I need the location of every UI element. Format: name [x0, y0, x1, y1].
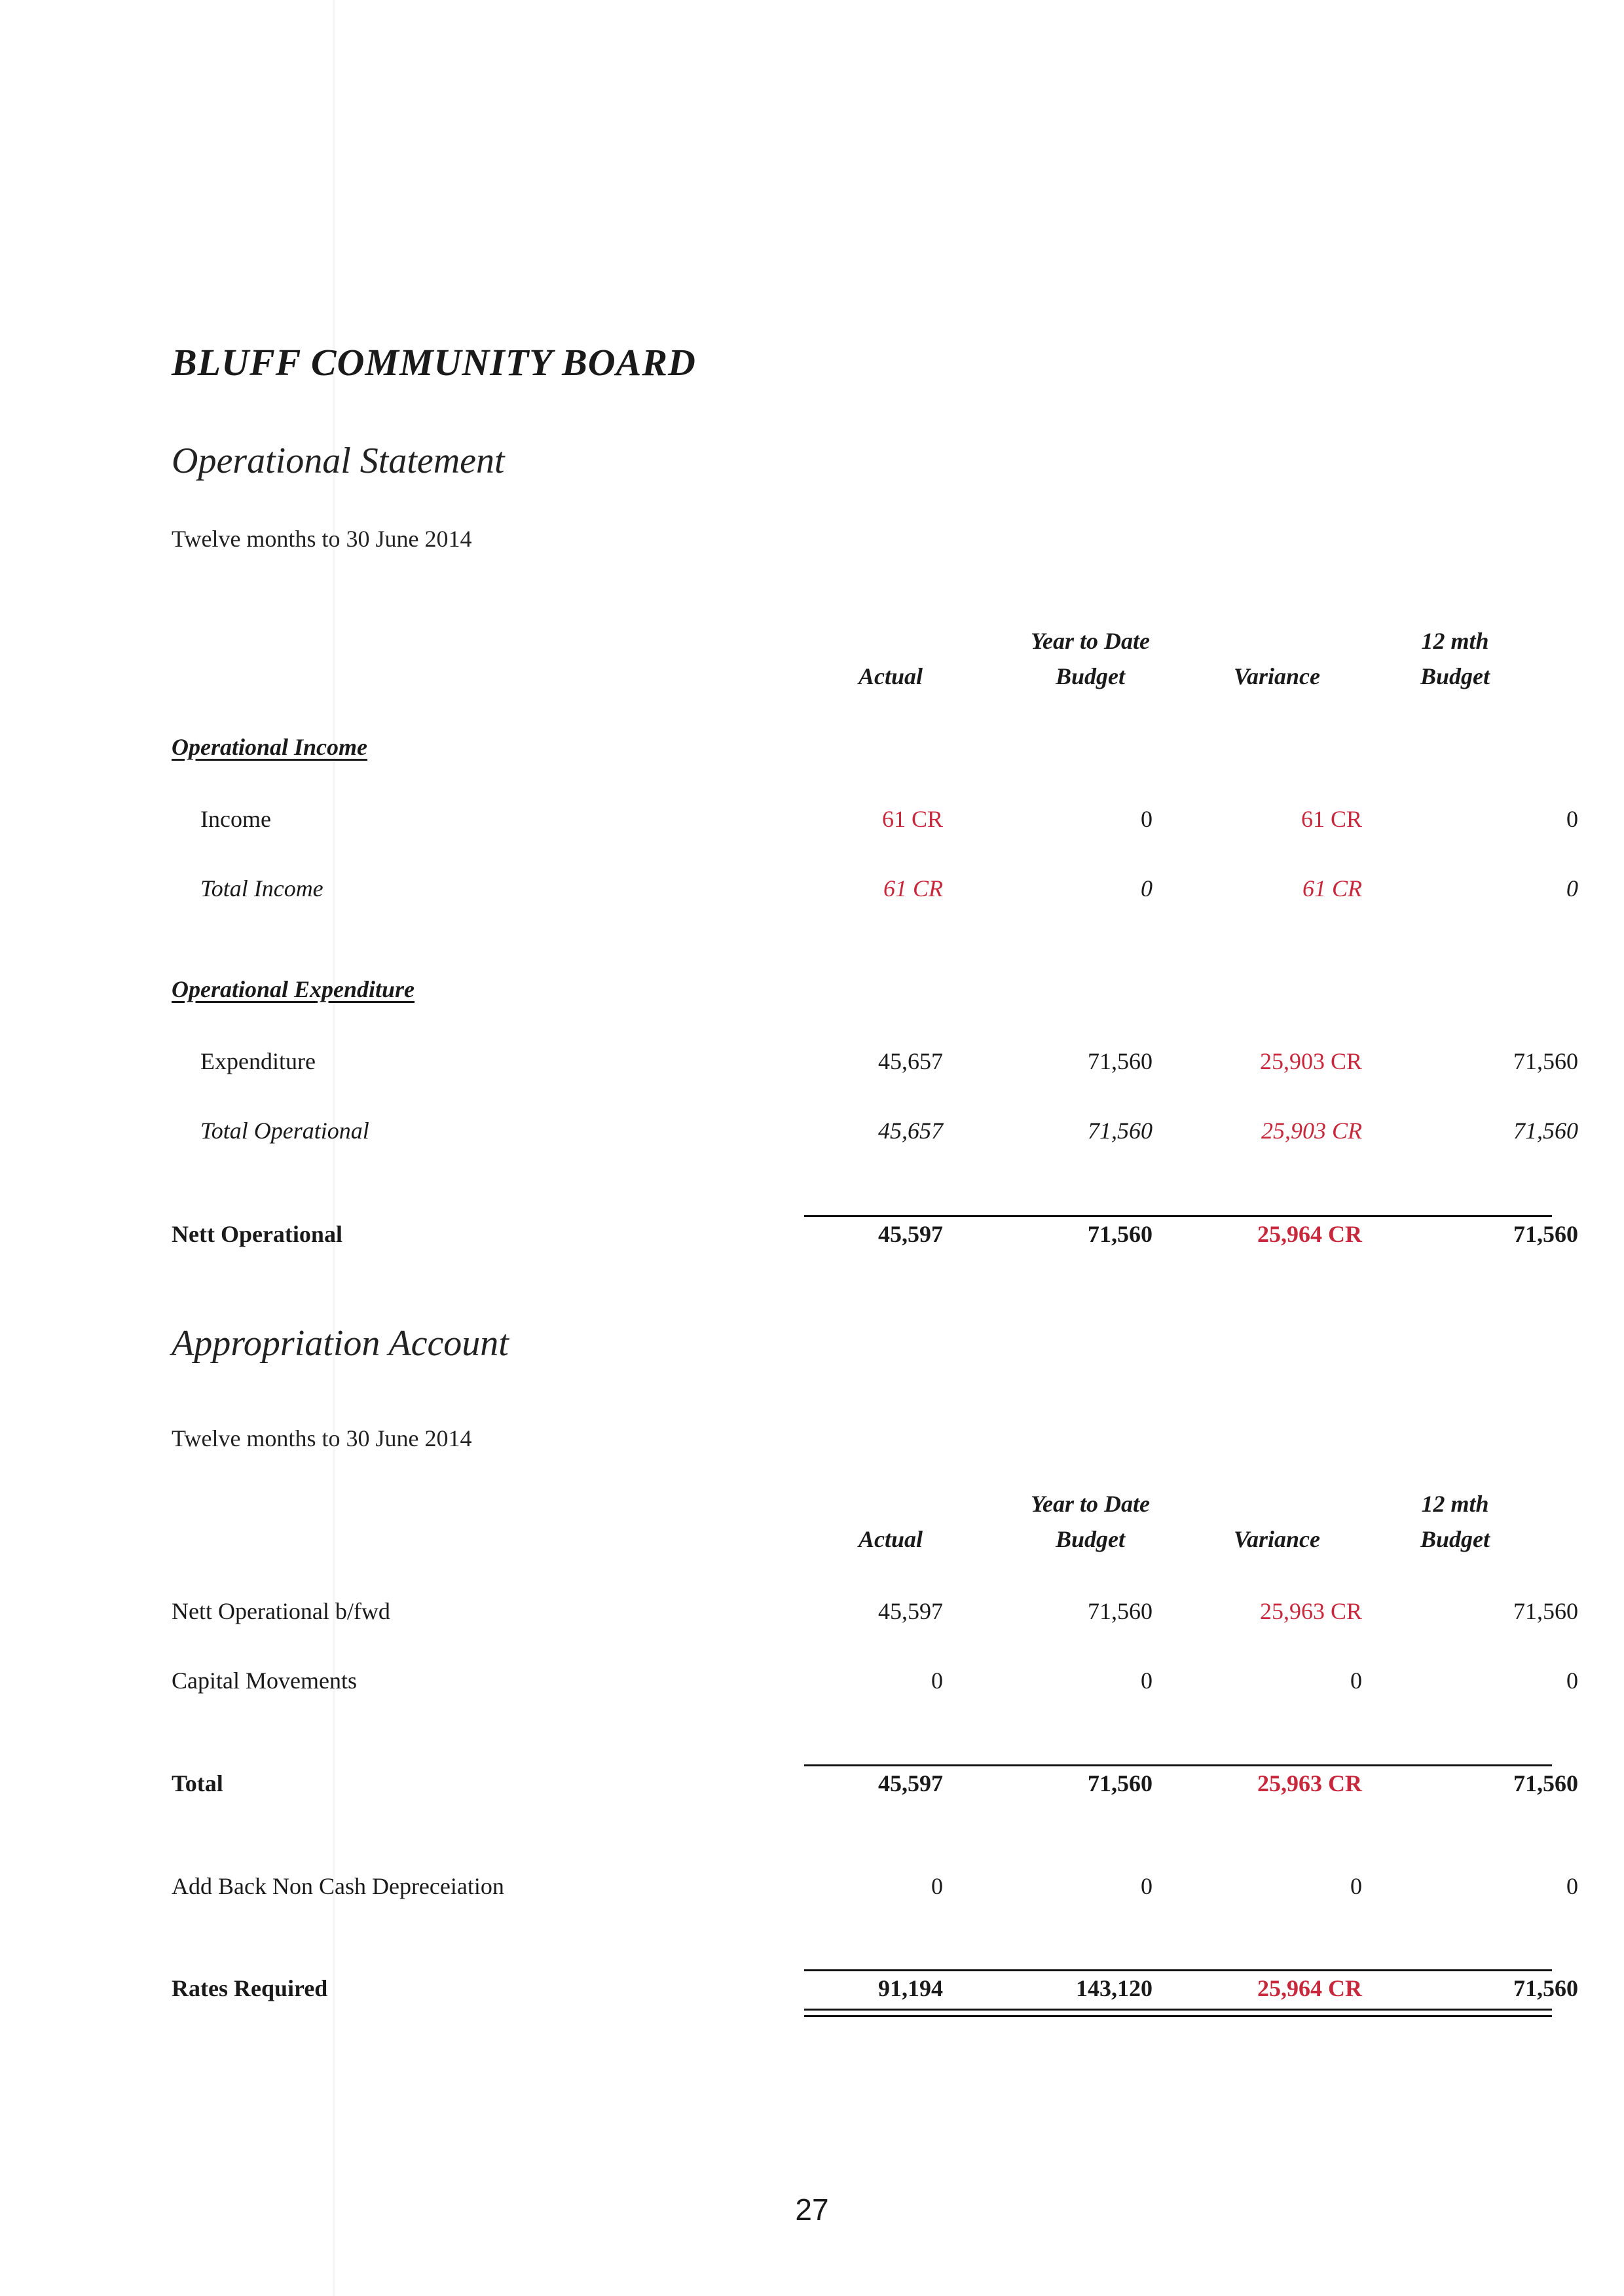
depreciation-ytd-budget: 0: [1141, 1873, 1153, 1899]
total-actual: 45,597: [878, 1770, 943, 1796]
nett-operational-actual: 45,597: [878, 1221, 943, 1247]
appr-col-variance-header: Variance: [1233, 1526, 1320, 1552]
appr-col-ytd-header-line2: Budget: [1055, 1526, 1125, 1552]
appropriation-account-title: Appropriation Account: [172, 1323, 509, 1364]
total-operational-ytd-budget: 71,560: [1088, 1118, 1153, 1144]
expenditure-ytd-budget: 71,560: [1088, 1048, 1153, 1074]
operational-statement-period: Twelve months to 30 June 2014: [172, 526, 472, 552]
nett-operational-label: Nett Operational: [172, 1221, 342, 1247]
nett-bfwd-actual: 45,597: [878, 1598, 943, 1624]
total-income-actual: 61 CR: [883, 875, 943, 902]
appr-col-ytd-header-line1: Year to Date: [1031, 1491, 1150, 1517]
expenditure-12mth-budget: 71,560: [1513, 1048, 1578, 1074]
appropriation-account-period: Twelve months to 30 June 2014: [172, 1425, 472, 1451]
total-income-ytd-budget: 0: [1141, 875, 1153, 902]
total-variance: 25,963 CR: [1257, 1770, 1362, 1796]
appr-col-12mth-header-line2: Budget: [1420, 1526, 1490, 1552]
nett-bfwd-ytd-budget: 71,560: [1088, 1598, 1153, 1624]
expenditure-actual: 45,657: [878, 1048, 943, 1074]
nett-bfwd-variance: 25,963 CR: [1259, 1598, 1362, 1624]
col-12mth-header-line1: 12 mth: [1421, 628, 1489, 654]
total-ytd-budget: 71,560: [1088, 1770, 1153, 1796]
rates-required-label: Rates Required: [172, 1975, 328, 2001]
rates-required-12mth-budget: 71,560: [1513, 1975, 1578, 2001]
total-income-label: Total Income: [200, 875, 323, 902]
org-title: BLUFF COMMUNITY BOARD: [172, 341, 696, 384]
nett-operational-top-rule: [804, 1215, 1552, 1217]
rates-required-double-rule-2: [804, 2015, 1552, 2017]
page-number: 27: [795, 2193, 829, 2227]
rates-required-variance: 25,964 CR: [1257, 1975, 1362, 2001]
capital-movements-variance: 0: [1350, 1667, 1362, 1694]
col-ytd-header-line2: Budget: [1055, 663, 1125, 689]
nett-bfwd-12mth-budget: 71,560: [1513, 1598, 1578, 1624]
capital-movements-label: Capital Movements: [172, 1667, 357, 1694]
total-operational-actual: 45,657: [878, 1118, 943, 1144]
nett-operational-12mth-budget: 71,560: [1513, 1221, 1578, 1247]
expenditure-label: Expenditure: [200, 1048, 316, 1074]
capital-movements-12mth-budget: 0: [1566, 1667, 1578, 1694]
total-income-12mth-budget: 0: [1566, 875, 1578, 902]
depreciation-variance: 0: [1350, 1873, 1362, 1899]
operational-income-heading: Operational Income: [172, 734, 368, 760]
nett-operational-ytd-budget: 71,560: [1088, 1221, 1153, 1247]
total-12mth-budget: 71,560: [1513, 1770, 1578, 1796]
total-operational-label: Total Operational: [200, 1118, 369, 1144]
income-variance: 61 CR: [1301, 806, 1362, 832]
income-12mth-budget: 0: [1566, 806, 1578, 832]
total-top-rule: [804, 1764, 1552, 1766]
depreciation-actual: 0: [931, 1873, 943, 1899]
nett-bfwd-label: Nett Operational b/fwd: [172, 1598, 390, 1624]
rates-required-ytd-budget: 143,120: [1076, 1975, 1153, 2001]
col-12mth-header-line2: Budget: [1420, 663, 1490, 689]
depreciation-label: Add Back Non Cash Depreceiation: [172, 1873, 504, 1899]
depreciation-12mth-budget: 0: [1566, 1873, 1578, 1899]
col-ytd-header-line1: Year to Date: [1031, 628, 1150, 654]
income-actual: 61 CR: [881, 806, 943, 832]
income-label: Income: [200, 806, 271, 832]
col-variance-header: Variance: [1233, 663, 1320, 689]
total-income-variance: 61 CR: [1302, 875, 1362, 902]
appr-col-actual-header: Actual: [858, 1526, 923, 1552]
total-label: Total: [172, 1770, 223, 1796]
income-ytd-budget: 0: [1141, 806, 1153, 832]
operational-statement-title: Operational Statement: [172, 441, 505, 481]
appr-col-12mth-header-line1: 12 mth: [1421, 1491, 1489, 1517]
total-operational-12mth-budget: 71,560: [1513, 1118, 1578, 1144]
total-operational-variance: 25,903 CR: [1261, 1118, 1362, 1144]
rates-required-top-rule: [804, 1969, 1552, 1971]
operational-expenditure-heading: Operational Expenditure: [172, 976, 415, 1002]
capital-movements-actual: 0: [931, 1667, 943, 1694]
nett-operational-variance: 25,964 CR: [1257, 1221, 1362, 1247]
expenditure-variance: 25,903 CR: [1259, 1048, 1362, 1074]
rates-required-actual: 91,194: [878, 1975, 943, 2001]
capital-movements-ytd-budget: 0: [1141, 1667, 1153, 1694]
rates-required-double-rule-1: [804, 2009, 1552, 2011]
col-actual-header: Actual: [858, 663, 923, 689]
